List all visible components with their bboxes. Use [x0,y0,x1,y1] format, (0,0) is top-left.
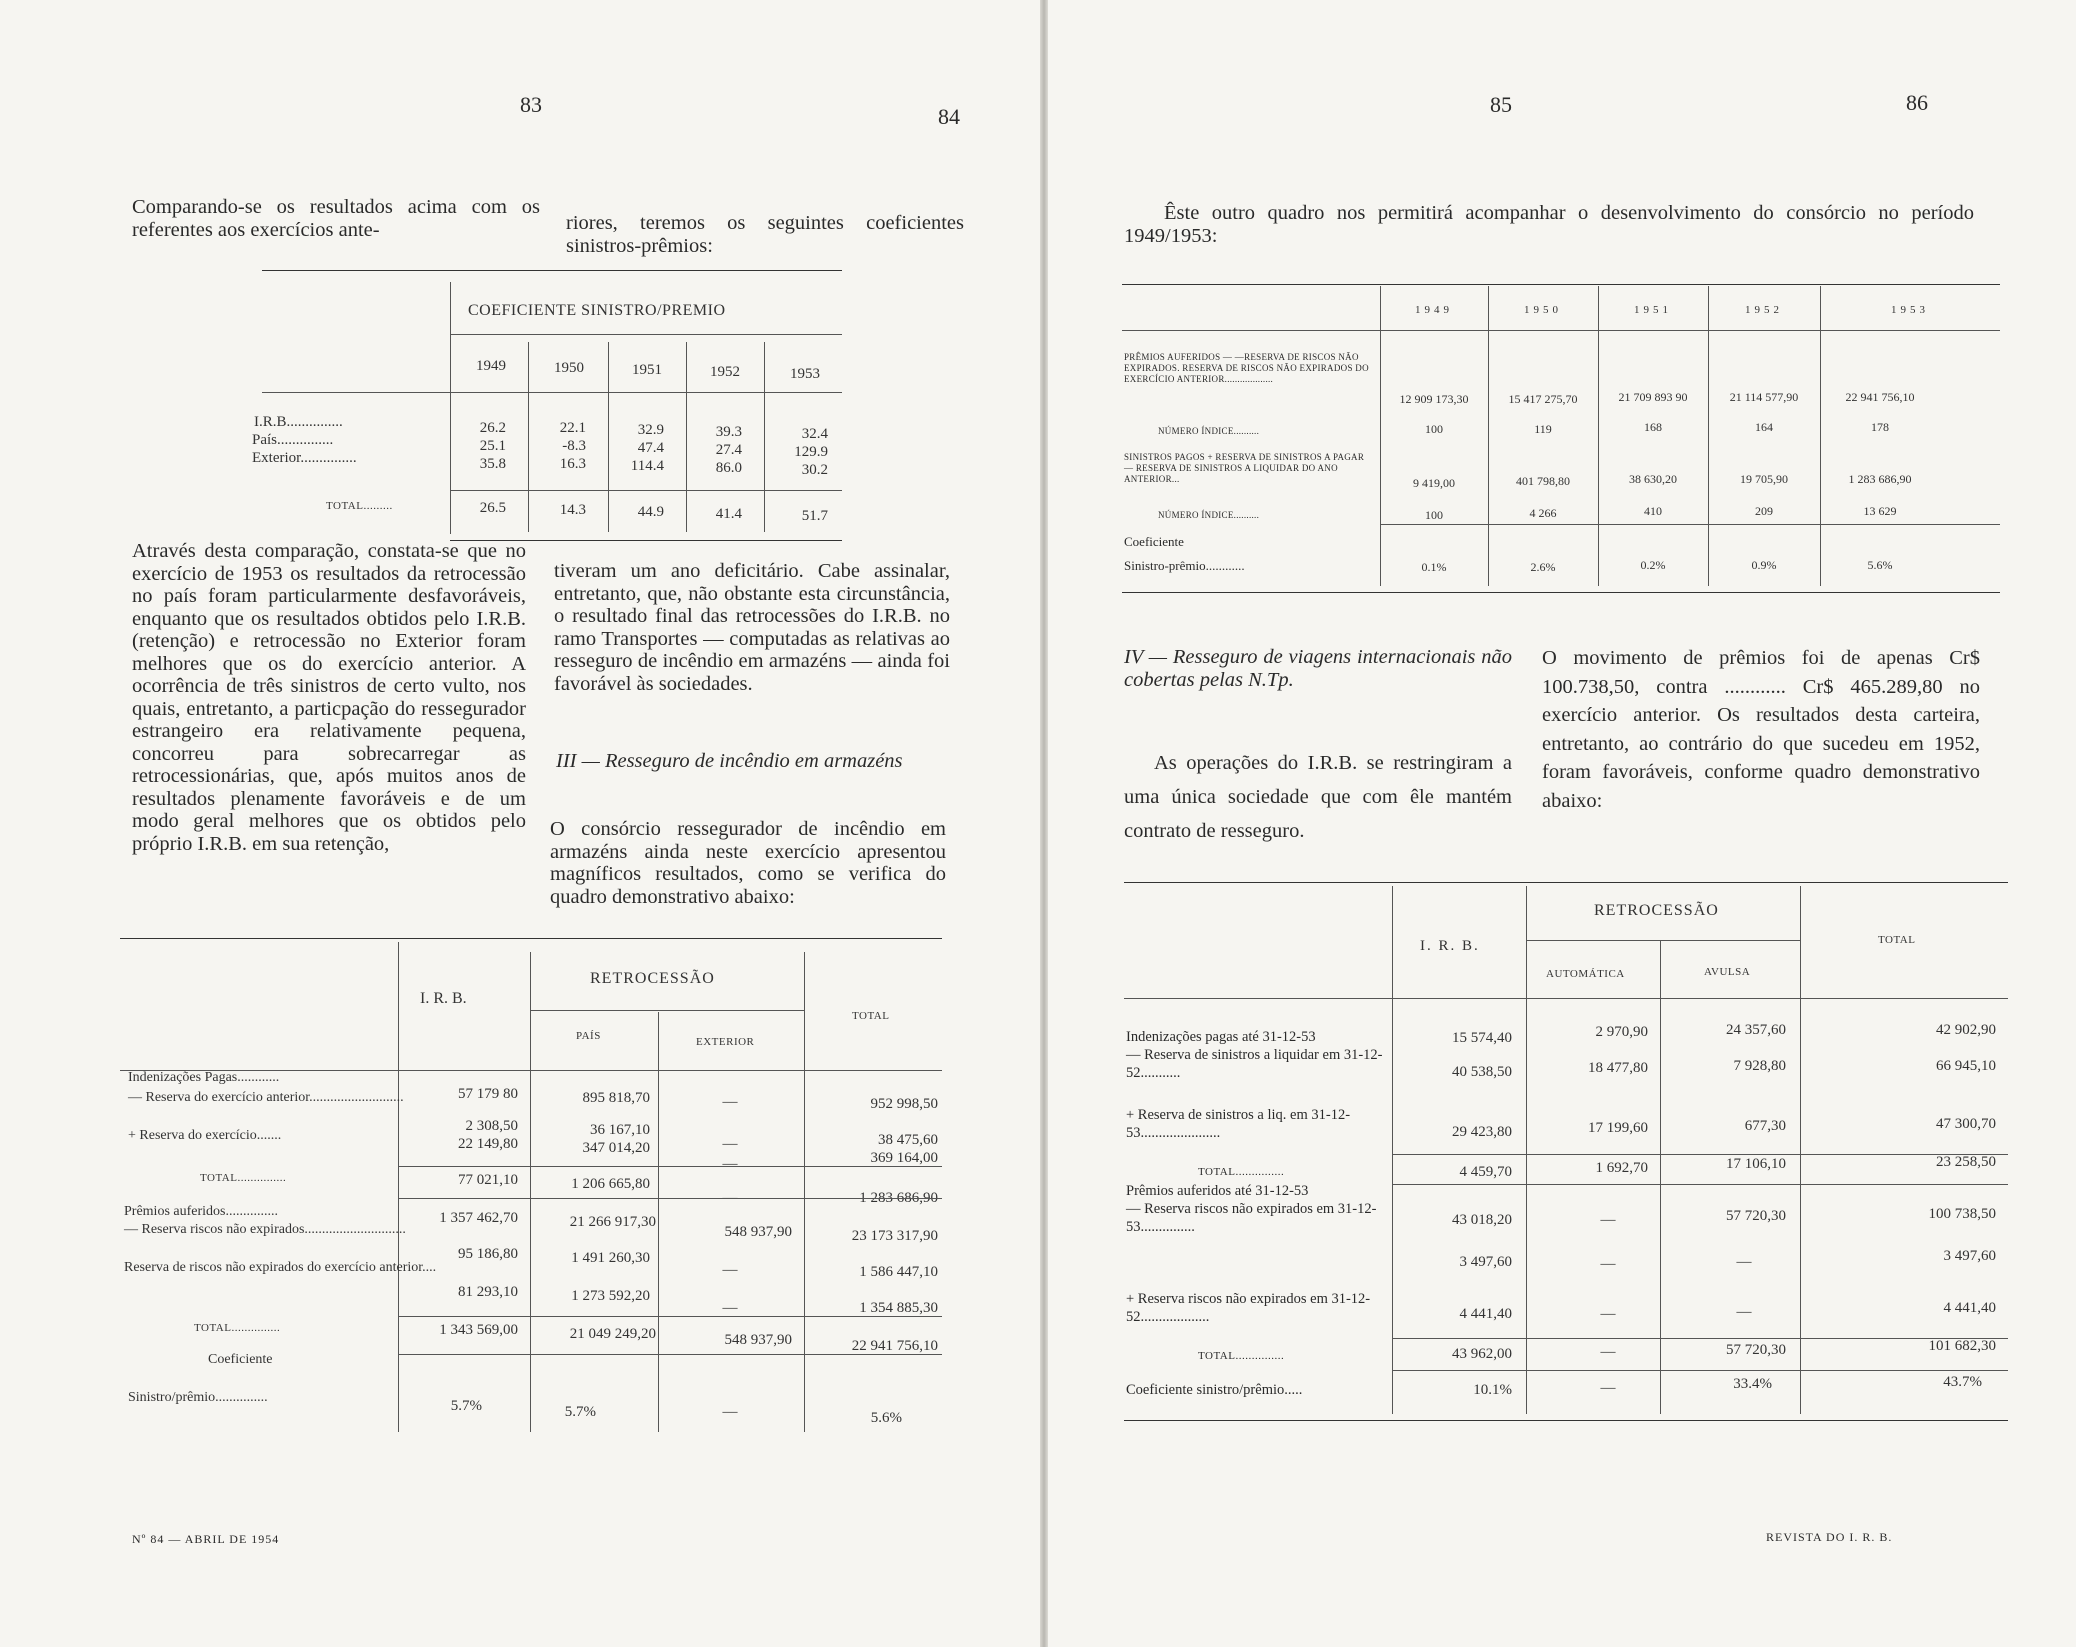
row-label: Indenizações Pagas............ [128,1070,280,1085]
dev-coef-cell: 2.6% [1530,560,1556,574]
coef-cell: 35.8 [479,456,506,472]
page-number-84: 84 [938,104,960,129]
header-exterior: EXTERIOR [696,1036,755,1048]
footer-issue: Nº 84 — ABRIL DE 1954 [132,1532,280,1546]
para2-col2b: O consórcio ressegurador de incêndio em armazéns ainda neste exercício apresentou magníficos resultados, como se verifica do quadro demonstrativo abaixo: [550,818,946,908]
header-total: TOTAL [1878,934,1916,946]
intro-col1: Comparando-se os resultados acima com os referentes aos exercícios ante- [132,196,540,241]
dev-row-label: NÚMERO ÍNDICE.......... [1158,510,1260,520]
dev-cell: 119 [1534,422,1552,436]
dev-year: 1949 [1415,304,1453,316]
coef-cell: 129.9 [794,444,828,460]
page-number-86: 86 [1906,90,1928,115]
book-gutter [1040,0,1048,1647]
header-avulsa: AVULSA [1704,966,1751,978]
header-irb: I. R. B. [1420,938,1480,954]
dev-cell: 15 417 275,70 [1508,392,1578,406]
cell-irb: 4 459,70 [1459,1164,1512,1180]
cell-total: 3 497,60 [1943,1248,1996,1264]
dev-coef-label-1: Coeficiente [1124,534,1184,549]
cell-pais: 21 049 249,20 [569,1326,656,1342]
row-label: Indenizações pagas até 31-12-53 [1126,1029,1316,1045]
dev-cell: 100 [1425,422,1443,436]
cell-avulsa: 677,30 [1744,1118,1786,1134]
coef-row-label: Exterior............... [252,450,357,466]
header-automatica: AUTOMÁTICA [1546,968,1625,980]
coef-row-label: País............... [252,432,334,448]
coef-total-cell: 41.4 [715,506,742,522]
cell-auto: — [1600,1344,1616,1360]
header-retrocessao: RETROCESSÃO [1594,902,1719,919]
coef-cell: 47.4 [637,440,664,456]
dev-cell: 4 266 [1529,506,1557,520]
coef-cell: 32.9 [637,422,664,438]
cell-pais: 1 273 592,20 [571,1288,650,1304]
cell-total: 101 682,30 [1928,1338,1996,1354]
cell-pais: 36 167,10 [590,1122,650,1138]
cell-total: 952 998,50 [870,1096,938,1112]
coef-total-cell: 26.5 [479,500,506,516]
cell-total: 1 283 686,90 [859,1190,938,1206]
footer-journal: REVISTA DO I. R. B. [1766,1530,1893,1544]
cell-ext: 548 937,90 [724,1224,792,1240]
dev-cell: 13 629 [1863,504,1897,518]
coef-pais: 5.7% [564,1404,596,1420]
cell-auto: — [1600,1256,1616,1272]
cell-auto: 17 199,60 [1588,1120,1648,1136]
page-number-85: 85 [1490,92,1512,117]
dev-cell: 401 798,80 [1516,474,1570,488]
cell-total: 42 902,90 [1936,1022,1996,1038]
coef-label-1: Coeficiente [208,1352,273,1367]
cell-irb: 77 021,10 [458,1172,518,1188]
dev-cell: 1 283 686,90 [1848,472,1912,486]
cell-total: 43.7% [1943,1374,1982,1390]
cell-avulsa: 57 720,30 [1726,1342,1786,1358]
row-label: — Reserva riscos não expirados em 31-12-53............... [1126,1201,1377,1235]
dev-cell: 168 [1644,420,1662,434]
header-pais: PAÍS [576,1030,601,1042]
cell-pais: 21 266 917,30 [569,1214,656,1230]
section-iii-heading: III — Resseguro de incêndio em armazéns [556,750,903,772]
cell-avulsa: — [1736,1304,1752,1320]
cell-auto: 18 477,80 [1588,1060,1648,1076]
cell-irb: 57 179 80 [458,1086,518,1102]
cell-irb: 43 962,00 [1452,1346,1512,1362]
cell-total: 47 300,70 [1936,1116,1996,1132]
cell-total: 66 945,10 [1936,1058,1996,1074]
dev-cell: 22 941 756,10 [1845,390,1915,404]
row-label: Prêmios auferidos até 31-12-53 [1126,1183,1309,1199]
coef-year: 1953 [790,366,820,382]
cell-irb: 4 441,40 [1459,1306,1512,1322]
dev-row-label: NÚMERO ÍNDICE.......... [1158,426,1260,436]
row-label: + Reserva do exercício....... [128,1128,282,1143]
cell-avulsa: 7 928,80 [1733,1058,1786,1074]
cell-ext: 548 937,90 [724,1332,792,1348]
section-iv-col2: O movimento de prêmios foi de apenas Cr$ 100.738,50, contra ............ Cr$ 465.289,80 no exercício anterior. Os resultados desta carteira, entretanto, ao contrário do que sucedeu em 1952, foram favoráveis, conforme quadro demonstrativo abaixo: [1542,647,1980,812]
coef-ext: — [722,1404,738,1420]
cell-total: 369 164,00 [870,1150,938,1166]
cell-irb: 2 308,50 [465,1118,518,1134]
cell-pais: 1 491 260,30 [571,1250,650,1266]
coef-cell: 32.4 [801,426,828,442]
cell-ext: — [722,1156,738,1172]
coef-cell: 27.4 [715,442,742,458]
coef-total-cell: 51.7 [801,508,828,524]
cell-auto: — [1600,1380,1616,1396]
cell-irb: 3 497,60 [1459,1254,1512,1270]
coef-cell: 30.2 [801,462,828,478]
cell-avulsa: 57 720,30 [1726,1208,1786,1224]
row-label: — Reserva do exercício anterior........................... [128,1090,404,1105]
cell-total: 22 941 756,10 [851,1338,938,1354]
header-total: TOTAL [852,1010,890,1022]
row-label: Reserva de riscos não expirados do exercício anterior.... [124,1260,437,1275]
right-intro: Êste outro quadro nos permitirá acompanhar o desenvolvimento do consórcio no período 1949/1953: [1124,202,1974,247]
dev-cell: 209 [1755,504,1773,518]
coef-cell: 114.4 [630,458,664,474]
cell-total: 1 354 885,30 [859,1300,938,1316]
coef-irb: 5.7% [450,1398,482,1414]
cell-ext: — [722,1300,738,1316]
dev-cell: 38 630,20 [1629,472,1677,486]
dev-coef-cell: 0.9% [1751,558,1777,572]
coef-total: 5.6% [870,1410,902,1426]
cell-pais: 1 206 665,80 [571,1176,650,1192]
cell-total: 1 586 447,10 [859,1264,938,1280]
cell-irb: 10.1% [1473,1382,1512,1398]
coef-cell: 26.2 [479,420,506,436]
coef-year: 1951 [632,362,662,378]
cell-irb: 40 538,50 [1452,1064,1512,1080]
row-label: TOTAL............... [1198,1350,1285,1362]
dev-row-label: PRÊMIOS AUFERIDOS — —RESERVA DE RISCOS NÃO EXPIRADOS. RESERVA DE RISCOS NÃO EXPIRADOS DO EXERCÍCIO ANTERIOR................... [1124,352,1369,384]
right-page [1048,0,2076,1647]
cell-avulsa: 33.4% [1733,1376,1772,1392]
cell-irb: 1 343 569,00 [439,1322,518,1338]
cell-auto: — [1600,1212,1616,1228]
cell-auto: 1 692,70 [1595,1160,1648,1176]
coef-cell: 22.1 [559,420,586,436]
cell-avulsa: — [1736,1254,1752,1270]
coef-label-2: Sinistro/prêmio............... [128,1390,268,1405]
dev-year: 1952 [1745,304,1783,316]
dev-coef-cell: 0.2% [1640,558,1666,572]
cell-irb: 1 357 462,70 [439,1210,518,1226]
coef-cell: 25.1 [479,438,506,454]
row-label: — Reserva de sinistros a liquidar em 31-12-52........... [1126,1047,1383,1081]
dev-cell: 9 419,00 [1413,476,1455,490]
dev-coef-label-2: Sinistro-prêmio............ [1124,558,1245,573]
cell-irb: 43 018,20 [1452,1212,1512,1228]
coef-cell: 39.3 [715,424,742,440]
cell-pais: 347 014,20 [582,1140,650,1156]
coef-total-cell: 44.9 [637,504,664,520]
coef-cell: 16.3 [559,456,586,472]
header-retrocessao: RETROCESSÃO [590,970,715,987]
row-label: Coeficiente sinistro/prêmio..... [1126,1382,1303,1398]
cell-irb: 29 423,80 [1452,1124,1512,1140]
coef-year: 1949 [476,358,506,374]
dev-cell: 19 705,90 [1740,472,1788,486]
row-label: TOTAL............... [194,1322,281,1334]
cell-ext: — [722,1190,738,1206]
dev-year: 1953 [1891,304,1929,316]
cell-pais: 895 818,70 [582,1090,650,1106]
cell-irb: 22 149,80 [458,1136,518,1152]
cell-total: 4 441,40 [1943,1300,1996,1316]
intro-col2: riores, teremos os seguintes coeficientes sinistros-prêmios: [566,212,964,257]
cell-irb: 95 186,80 [458,1246,518,1262]
cell-ext: — [722,1262,738,1278]
row-label: + Reserva de sinistros a liq. em 31-12-53...................... [1126,1107,1351,1141]
cell-auto: 2 970,90 [1595,1024,1648,1040]
coef-row-label: I.R.B............... [254,414,343,430]
coef-table-title: COEFICIENTE SINISTRO/PREMIO [468,302,726,319]
cell-ext: — [722,1094,738,1110]
dev-year: 1951 [1634,304,1672,316]
header-irb: I. R. B. [420,990,467,1007]
para2-col1: Através desta comparação, constata-se que no exercício de 1953 os resultados da retrocessão no país foram particularmente desfavoráveis, enquanto que os resultados obtidos pelo I.R.B. (retenção) e retrocessão no Exterior foram melhores que os do exercício anterior. A ocorrência de três sinistros de certo vulto, nos quais, entretanto, a particpação do ressegurador estrangeiro era relativamente pequena, concorreu para sobrecarregar as retrocessionárias, que, após muitos anos de resultados plenamente favoráveis e de um modo geral melhores que os obtidos pelo próprio I.R.B. em sua retenção, [132,540,526,855]
row-label: + Reserva riscos não expirados em 31-12-52................... [1126,1291,1371,1325]
cell-total: 100 738,50 [1928,1206,1996,1222]
page-number-83: 83 [520,92,542,117]
cell-total: 23 173 317,90 [851,1228,938,1244]
para2-col2a: tiveram um ano deficitário. Cabe assinalar, entretanto, que, não obstante esta circunstância, o resultado final das retrocessões do I.R.B. no ramo Transportes — computadas as relativas ao resseguro de incêndio em armazéns — ainda foi favorável às sociedades. [554,560,950,695]
cell-ext: — [722,1136,738,1152]
cell-total: 38 475,60 [878,1132,938,1148]
section-iv-heading: IV — Resseguro de viagens internacionais não cobertas pelas N.Tp. [1124,646,1512,691]
row-label: Prêmios auferidos............... [124,1204,278,1219]
cell-total: 23 258,50 [1936,1154,1996,1170]
dev-cell: 164 [1755,420,1773,434]
section-iv-col1: As operações do I.R.B. se restringiram a uma única sociedade que com êle mantém contrato de resseguro. [1124,752,1512,842]
dev-coef-cell: 5.6% [1867,558,1893,572]
coef-cell: 86.0 [715,460,742,476]
dev-cell: 410 [1644,504,1662,518]
row-label: — Reserva riscos não expirados............................. [124,1222,406,1237]
row-label: TOTAL............... [1198,1166,1285,1178]
coef-total-label: TOTAL......... [326,500,393,512]
dev-coef-cell: 0.1% [1421,560,1447,574]
dev-cell: 12 909 173,30 [1399,392,1469,406]
dev-cell: 21 114 577,90 [1729,390,1799,404]
cell-avulsa: 17 106,10 [1726,1156,1786,1172]
coef-year: 1952 [710,364,740,380]
cell-auto: — [1600,1306,1616,1322]
cell-irb: 15 574,40 [1452,1030,1512,1046]
cell-irb: 81 293,10 [458,1284,518,1300]
cell-avulsa: 24 357,60 [1726,1022,1786,1038]
dev-cell: 178 [1871,420,1889,434]
dev-row-label: SINISTROS PAGOS + RESERVA DE SINISTROS A PAGAR — RESERVA DE SINISTROS A LIQUIDAR DO ANO ANTERIOR... [1124,452,1365,484]
coef-cell: -8.3 [562,438,586,454]
coef-total-cell: 14.3 [559,502,586,518]
dev-year: 1950 [1524,304,1562,316]
dev-cell: 100 [1425,508,1443,522]
dev-cell: 21 709 893 90 [1618,390,1688,404]
row-label: TOTAL............... [200,1172,287,1184]
coef-year: 1950 [554,360,584,376]
